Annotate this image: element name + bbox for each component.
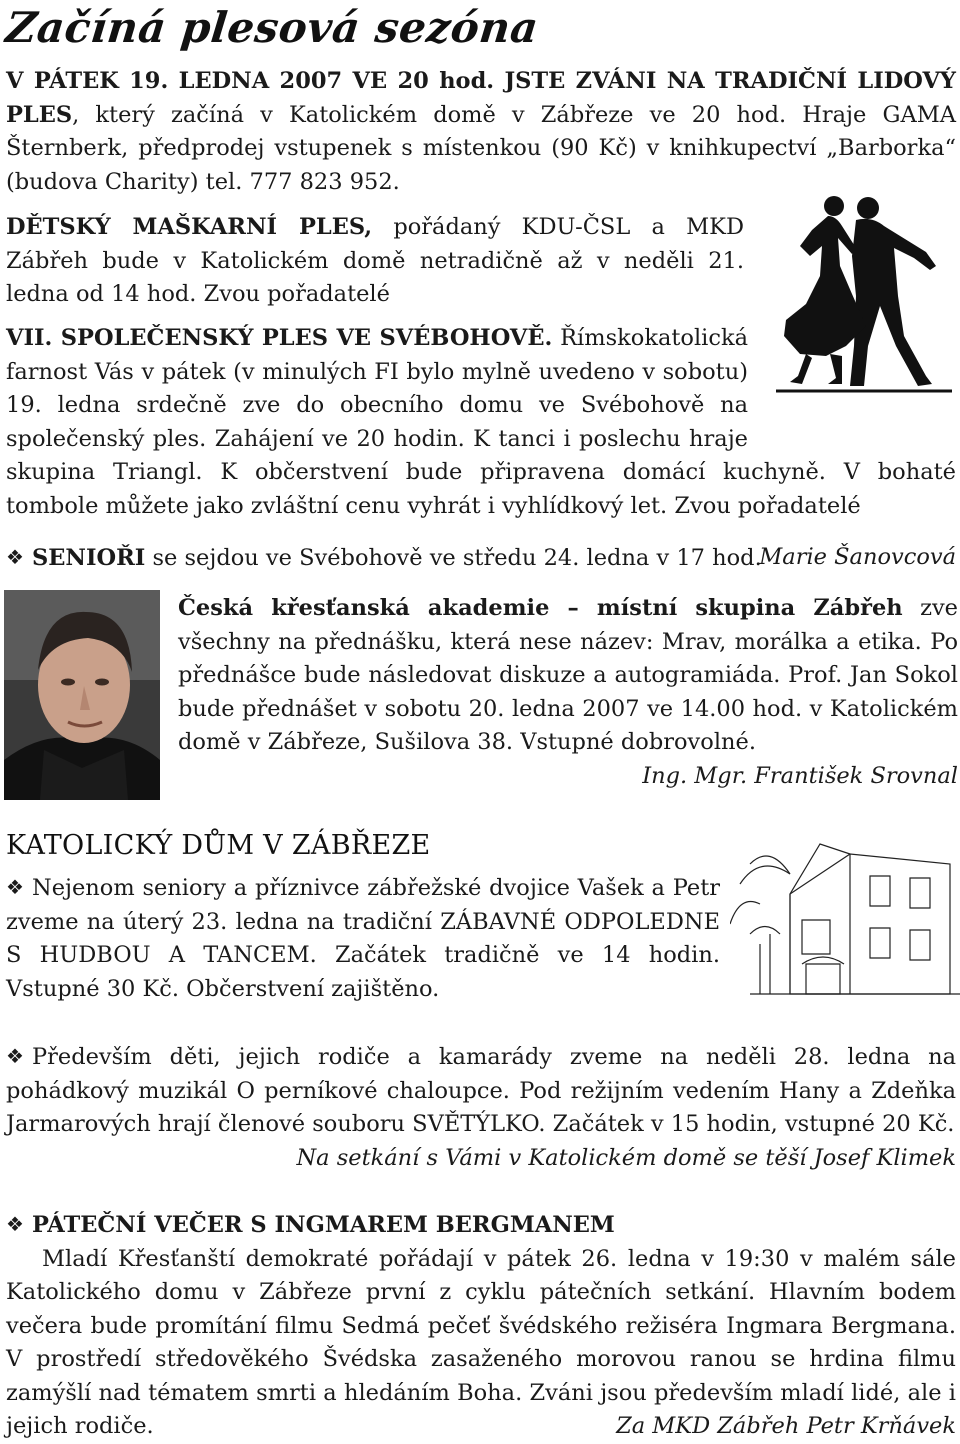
section-heading: KATOLICKÝ DŮM V ZÁBŘEZE [6, 830, 431, 861]
announcement-bold: Česká křesťanská akademie – místní skupina Zábřeh [178, 595, 903, 621]
signature: Na setkání s Vámi v Katolickém domě se těší Josef Klimek [296, 1144, 956, 1171]
announcement-body: , který začíná v Katolickém domě v Zábřeze ve 20 hod. Hraje GAMA Šternberk, předprodej vstupenek s místenkou (90 Kč) v knihkupectví „Barborka“ (budova Charity) tel. 777 823 952. [6, 101, 956, 195]
announcement-bergman [6, 1208, 956, 1444]
dancing-couple-icon [776, 186, 952, 394]
announcement-muzikal [6, 1040, 956, 1175]
announcement-text [6, 68, 956, 195]
announcement-bold: V PÁTEK 19. LEDNA 2007 VE 20 hod. JSTE ZVÁNI NA TRADIČNÍ LIDOVÝ PLES [6, 68, 956, 128]
announcement-bold: VII. SPOLEČENSKÝ PLES VE SVÉBOHOVĚ. [6, 325, 553, 351]
announcement-akademie [178, 592, 958, 793]
announcement-bold: SENIOŘI [32, 545, 146, 571]
announcement-lidovy-ples [6, 65, 956, 199]
signature: Ing. Mgr. František Srovnal [642, 762, 958, 789]
announcement-zabavne-odpoledne [6, 871, 720, 1006]
announcement-body: Mladí Křesťanští demokraté pořádají v pátek 26. ledna v 19:30 v malém sále Katolického domu v Zábřeze první z cyklu pátečních setkání. Hlavním bodem večera bude promítání filmu Sedmá pečeť švédského režiséra Ingmara Bergmana. V prostředí středověkého Švédska zasaženého morovou ranou se hrdina filmu zamýšlí nad tématem smrti a hledáním Boha. Zváni jsou především mladí lidé, ale i jejich rodiče. [6, 1245, 956, 1439]
signature: Marie Šanovcová [759, 544, 956, 570]
announcement-body: pořádaný KDU-ČSL a MKD Zábřeh bude v Katolickém domě netradičně až v neděli 21. ledna od 14 hod. Zvou pořadatelé [6, 214, 744, 307]
diamond-bullet-icon: ❖ [6, 1212, 24, 1236]
announcement-body: Římskokatolická farnost Vás v pátek (v minulých FI bylo mylně uvedeno v sobotu) 19. ledna srdečně zve do obecního domu ve Svébohově na společenský ples. Zahájení ve 20 hodin. K tanci i poslechu hraje skupina Triangl. K občerstvení bude připravena domácí kuchyně. V bohaté tombole můžete jako zvláštní cenu vyhrát i vyhlídkový let. Zvou pořadatelé [6, 325, 956, 519]
speaker-photo [4, 590, 160, 800]
announcement-body: zve všechny na přednášku, která nese název: Mrav, morálka a etika. Po přednášce bude následovat diskuze a autogramiáda. Prof. Jan Sokol bude přednášet v sobotu 20. ledna 2007 ve 14.00 hod. v Katolickém domě v Zábřeze, Sušilova 38. Vstupné dobrovolné. [178, 595, 958, 755]
portrait-image [4, 590, 160, 800]
announcement-body: se sejdou ve Svébohově ve středu 24. ledna v 17 hod. [145, 545, 762, 571]
diamond-bullet-icon: ❖ [6, 545, 24, 569]
katolicky-dum-building-icon [730, 824, 960, 1000]
page-title: Začíná plesová sezóna [3, 3, 541, 52]
diamond-bullet-icon: ❖ [6, 875, 24, 899]
announcement-bold: DĚTSKÝ MAŠKARNÍ PLES, [6, 214, 373, 240]
announcement-maskarni-ples [6, 211, 744, 312]
announcement-bold: PÁTEČNÍ VEČER S INGMAREM BERGMANEM [32, 1212, 615, 1238]
announcement-body: Především děti, jejich rodiče a kamarády zveme na neděli 28. ledna na pohádkový muzikál O perníkové chaloupce. Pod režijním vedením Hany a Zdeňka Jarmarových hrají členové souboru SVĚTÝLKO. Začátek v 15 hodin, vstupné 20 Kč. [6, 1044, 956, 1137]
signature: Za MKD Zábřeh Petr Krňávek [616, 1413, 956, 1439]
announcement-body: Nejenom seniory a příznivce zábřežské dvojice Vašek a Petr zveme na úterý 23. ledna na tradiční ZÁBAVNÉ ODPOLEDNE S HUDBOU A TANCEM. Začátek tradičně ve 14 hodin. Vstupné 30 Kč. Občerstvení zajištěno. [6, 875, 720, 1002]
diamond-bullet-icon: ❖ [6, 1044, 24, 1068]
announcement-seniori [6, 541, 956, 576]
